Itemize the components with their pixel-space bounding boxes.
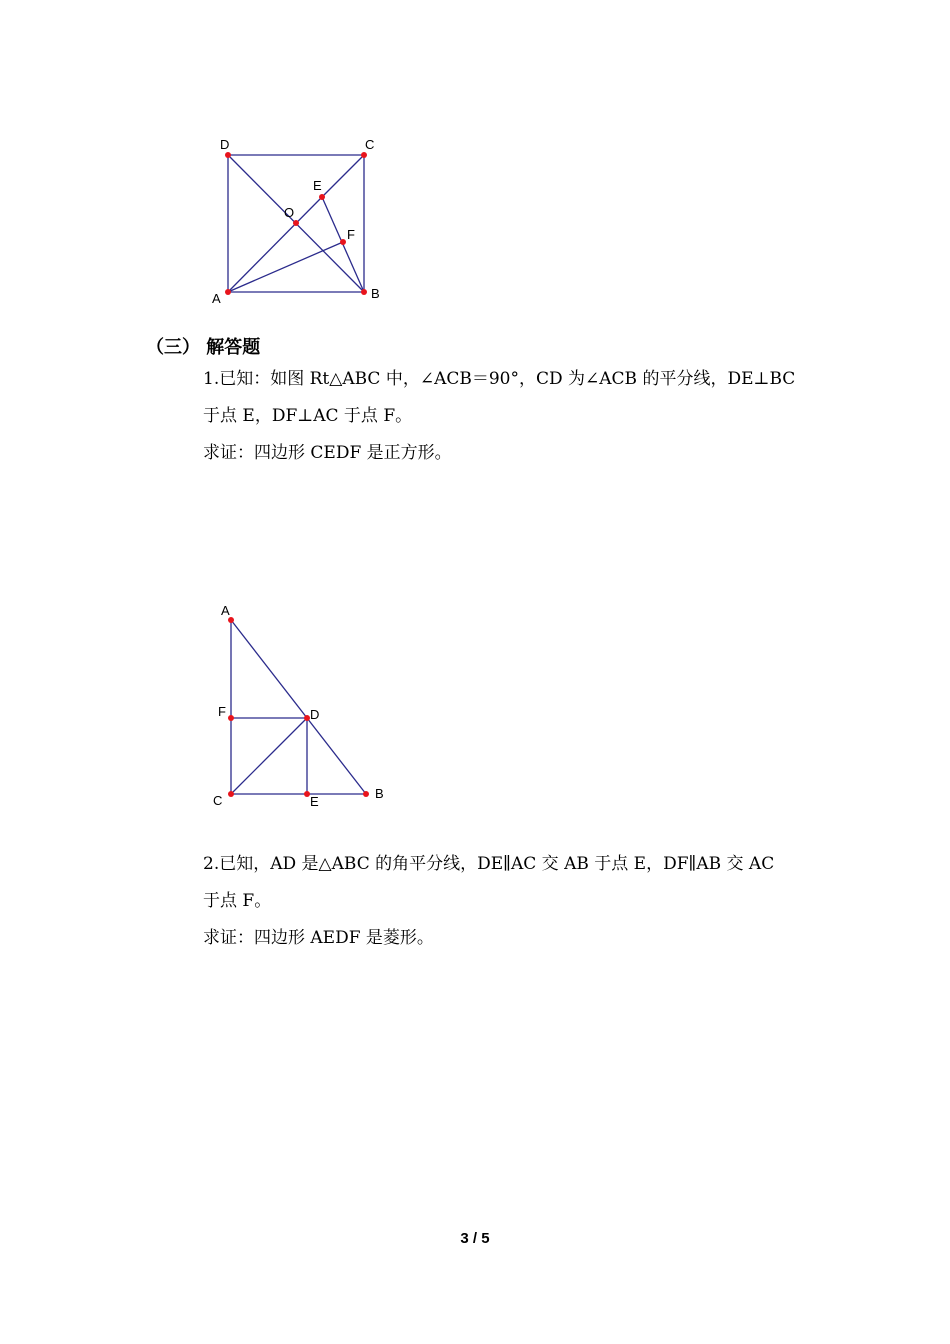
label-e: E — [310, 794, 319, 809]
point-d — [225, 152, 231, 158]
point-b — [361, 289, 367, 295]
segment-af — [228, 242, 343, 292]
problem1-line2: 于点 E，DF⊥AC 于点 F。 — [203, 406, 413, 426]
problem2-line2: 于点 F。 — [203, 891, 272, 911]
segment-ec — [322, 155, 364, 197]
figure-square — [0, 0, 950, 330]
problem2-line3: 求证：四边形 AEDF 是菱形。 — [203, 928, 434, 948]
label-a: A — [212, 291, 221, 306]
label-a: A — [221, 603, 230, 618]
label-d: D — [220, 137, 230, 152]
triangle-diagram — [0, 590, 950, 820]
point-a — [225, 289, 231, 295]
point-b — [363, 791, 369, 797]
problem1-line1: 1.已知：如图 Rt△ABC 中，∠ACB＝90°，CD 为∠ACB 的平分线，DE⊥BC — [203, 369, 796, 389]
page-number: 3 / 5 — [460, 1230, 490, 1247]
side-ab — [231, 620, 366, 794]
figure-right-triangle — [0, 590, 950, 820]
point-f — [228, 715, 234, 721]
label-f: F — [347, 227, 355, 242]
point-c — [361, 152, 367, 158]
label-b: B — [371, 286, 380, 301]
point-e — [319, 194, 325, 200]
point-c — [228, 791, 234, 797]
label-c: C — [365, 137, 375, 152]
point-o — [293, 220, 299, 226]
point-f — [340, 239, 346, 245]
label-o: O — [284, 205, 295, 220]
segment-ae — [228, 197, 322, 292]
section-heading: （三） 解答题 — [146, 337, 261, 358]
label-b: B — [375, 786, 384, 801]
label-e: E — [313, 178, 322, 193]
problem2-line1: 2.已知，AD 是△ABC 的角平分线，DE∥AC 交 AB 于点 E，DF∥AB 交 AC — [203, 854, 775, 874]
segment-cd — [231, 718, 307, 794]
problem1-line3: 求证：四边形 CEDF 是正方形。 — [203, 443, 452, 463]
label-f: F — [218, 704, 226, 719]
label-d: D — [310, 707, 320, 722]
square-diagram — [0, 0, 950, 330]
label-c: C — [213, 793, 223, 808]
